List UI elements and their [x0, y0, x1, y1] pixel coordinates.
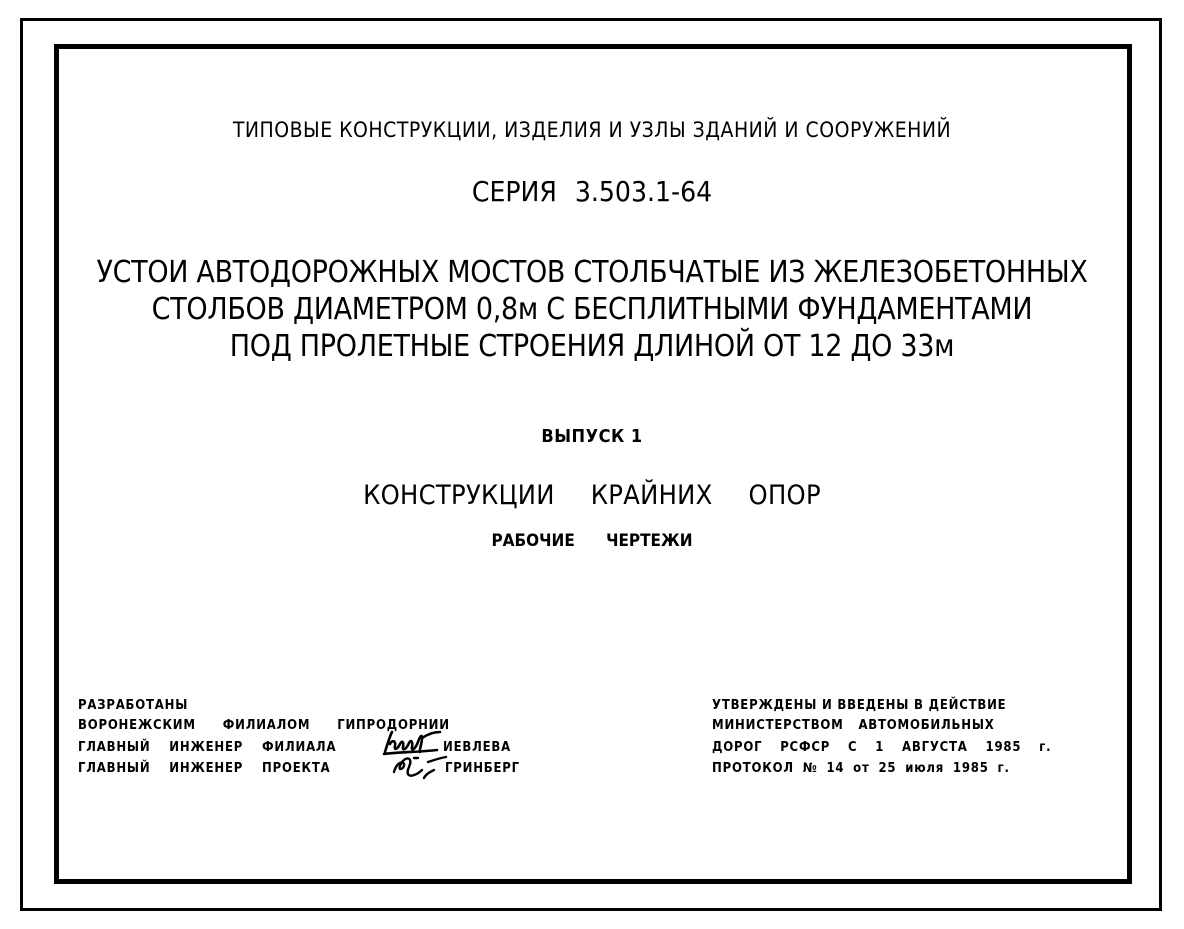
title-line-1: УСТОИ АВТОДОРОЖНЫХ МОСТОВ СТОЛБЧАТЫЕ ИЗ ЖЕЛЕЗОБЕТОННЫХ	[96, 255, 1088, 290]
inner-frame	[54, 44, 1132, 884]
chief-engineer-project: ГЛАВНЫЙ ИНЖЕНЕР ПРОЕКТА	[78, 761, 331, 776]
title-line-3: ПОД ПРОЛЕТНЫЕ СТРОЕНИЯ ДЛИНОЙ ОТ 12 ДО 33м	[229, 329, 955, 364]
approval-protocol: ПРОТОКОЛ № 14 от 25 июля 1985 г.	[712, 761, 1010, 776]
title-line-2: СТОЛБОВ ДИАМЕТРОМ 0,8м С БЕСПЛИТНЫМИ ФУНДАМЕНТАМИ	[151, 292, 1033, 327]
series-number: СЕРИЯ 3.503.1-64	[471, 175, 713, 208]
approval-label: УТВЕРЖДЕНЫ И ВВЕДЕНЫ В ДЕЙСТВИЕ	[712, 698, 1007, 713]
chief-engineer-project-name: ГРИНБЕРГ	[445, 761, 520, 776]
issue-number: ВЫПУСК 1	[541, 426, 643, 447]
approval-ministry: МИНИСТЕРСТВОМ АВТОМОБИЛЬНЫХ	[712, 718, 995, 733]
developed-label: РАЗРАБОТАНЫ	[78, 698, 189, 713]
signature-grinberg	[388, 752, 450, 780]
subject-title: КОНСТРУКЦИИ КРАЙНИХ ОПОР	[363, 480, 821, 511]
chief-engineer-branch-name: ИЕВЛЕВА	[443, 740, 511, 755]
approval-date: ДОРОГ РСФСР С 1 АВГУСТА 1985 г.	[712, 740, 1052, 755]
chief-engineer-branch: ГЛАВНЫЙ ИНЖЕНЕР ФИЛИАЛА	[78, 740, 337, 755]
category-heading: ТИПОВЫЕ КОНСТРУКЦИИ, ИЗДЕЛИЯ И УЗЛЫ ЗДАНИЙ И СООРУЖЕНИЙ	[232, 118, 952, 142]
developer-organization: ВОРОНЕЖСКИМ ФИЛИАЛОМ ГИПРОДОРНИИ	[78, 718, 450, 733]
document-type: РАБОЧИЕ ЧЕРТЕЖИ	[491, 531, 693, 551]
